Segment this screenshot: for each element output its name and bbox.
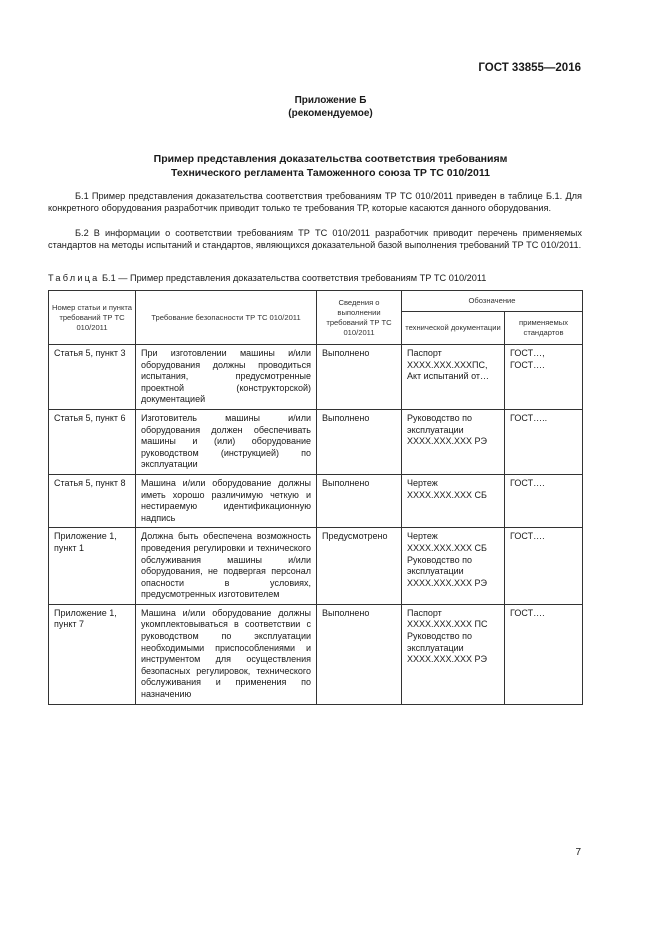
table-caption-prefix: Таблица bbox=[48, 273, 100, 283]
table-row bbox=[49, 604, 583, 704]
header-requirement: Требование безопасности ТР ТС 010/2011 bbox=[136, 291, 317, 345]
paragraph-b1-text: Б.1 Пример представления доказательства соответствия требованиям ТР ТС 010/2011 приведен в таблице Б.1. Для конкретного оборудования разработчик приводит только те требования ТР, которые касаются данного оборудования. bbox=[48, 191, 582, 214]
cell-standards: ГОСТ…. bbox=[505, 528, 583, 605]
cell-article: Статья 5, пункт 6 bbox=[49, 409, 136, 474]
cell-standards: ГОСТ…. bbox=[505, 604, 583, 704]
appendix-subtitle: (рекомендуемое) bbox=[288, 108, 373, 119]
cell-docs: Руководство по эксплуатации ХХХХ.ХХХ.ХХХ РЭ bbox=[402, 409, 505, 474]
cell-docs: Паспорт ХХХХ.ХХХ.ХХХПС, Акт испытаний от… bbox=[402, 345, 505, 410]
cell-status: Выполнено bbox=[317, 345, 402, 410]
header-status: Сведения о выполнении требований ТР ТС 010/2011 bbox=[317, 291, 402, 345]
paragraph-b2 bbox=[48, 227, 582, 251]
standard-number: ГОСТ 33855—2016 bbox=[478, 62, 581, 74]
table-row bbox=[49, 345, 583, 410]
cell-requirement: При изготовлении машины и/или оборудования должны проводиться испытания, предусмотренные проектной (конструкторской) документацией bbox=[136, 345, 317, 410]
cell-requirement: Машина и/или оборудование должны укомплектовываться в соответствии с руководством по эксплуатации необходимыми приспособлениями и инструментом для осуществления безопасных регулировок, технического обслуживания и применения по назначению bbox=[136, 604, 317, 704]
requirements-table bbox=[48, 290, 583, 705]
cell-docs: Чертеж ХХХХ.ХХХ.ХХХ СБ bbox=[402, 474, 505, 527]
table-caption-text: Б.1 — Пример представления доказательства соответствия требованиям ТР ТС 010/2011 bbox=[99, 273, 487, 283]
cell-requirement: Изготовитель машины и/или оборудования должен обеспечивать машины и (или) оборудование руководством (инструкцией) по эксплуатации bbox=[136, 409, 317, 474]
page-number: 7 bbox=[575, 847, 581, 858]
cell-standards: ГОСТ…, ГОСТ…. bbox=[505, 345, 583, 410]
cell-article: Приложение 1, пункт 7 bbox=[49, 604, 136, 704]
cell-docs: Паспорт ХХХХ.ХХХ.ХХХ ПС Руководство по эксплуатации ХХХХ.ХХХ.ХХХ РЭ bbox=[402, 604, 505, 704]
cell-article: Приложение 1, пункт 1 bbox=[49, 528, 136, 605]
table-caption bbox=[48, 273, 486, 283]
paragraph-b1 bbox=[48, 190, 582, 214]
paragraph-b2-text: Б.2 В информации о соответствии требованиям ТР ТС 010/2011 разработчик приводит перечень применяемых стандартов на методы испытаний и стандартов, являющихся доказательной базой выполнения требований ТР ТС 010/2011. bbox=[48, 228, 582, 251]
cell-standards: ГОСТ….. bbox=[505, 409, 583, 474]
cell-status: Выполнено bbox=[317, 474, 402, 527]
heading-line-2: Технического регламента Таможенного союза ТР ТС 010/2011 bbox=[171, 167, 490, 179]
header-article: Номер статьи и пункта требований ТР ТС 010/2011 bbox=[49, 291, 136, 345]
cell-docs: Чертеж ХХХХ.ХХХ.ХХХ СБ Руководство по эксплуатации ХХХХ.ХХХ.ХХХ РЭ bbox=[402, 528, 505, 605]
page-heading bbox=[0, 152, 661, 180]
cell-article: Статья 5, пункт 8 bbox=[49, 474, 136, 527]
header-standards: применяемых стандартов bbox=[505, 312, 583, 345]
heading-line-1: Пример представления доказательства соответствия требованиям bbox=[153, 153, 508, 165]
table-row bbox=[49, 474, 583, 527]
table-row bbox=[49, 409, 583, 474]
cell-standards: ГОСТ…. bbox=[505, 474, 583, 527]
appendix-block bbox=[0, 94, 661, 120]
header-designation: Обозначение bbox=[402, 291, 583, 312]
header-tech-docs: технической документации bbox=[402, 312, 505, 345]
table-header-row bbox=[49, 291, 583, 312]
appendix-title: Приложение Б bbox=[294, 95, 367, 106]
cell-status: Выполнено bbox=[317, 409, 402, 474]
cell-article: Статья 5, пункт 3 bbox=[49, 345, 136, 410]
cell-status: Выполнено bbox=[317, 604, 402, 704]
table-row bbox=[49, 528, 583, 605]
cell-requirement: Машина и/или оборудование должны иметь хорошо различимую четкую и нестираемую идентификационную надпись bbox=[136, 474, 317, 527]
cell-status: Предусмотрено bbox=[317, 528, 402, 605]
cell-requirement: Должна быть обеспечена возможность проведения регулировки и технического обслуживания машины и/или оборудования, не подвергая персонал опасности в условиях, предусмотренных изготовителем bbox=[136, 528, 317, 605]
